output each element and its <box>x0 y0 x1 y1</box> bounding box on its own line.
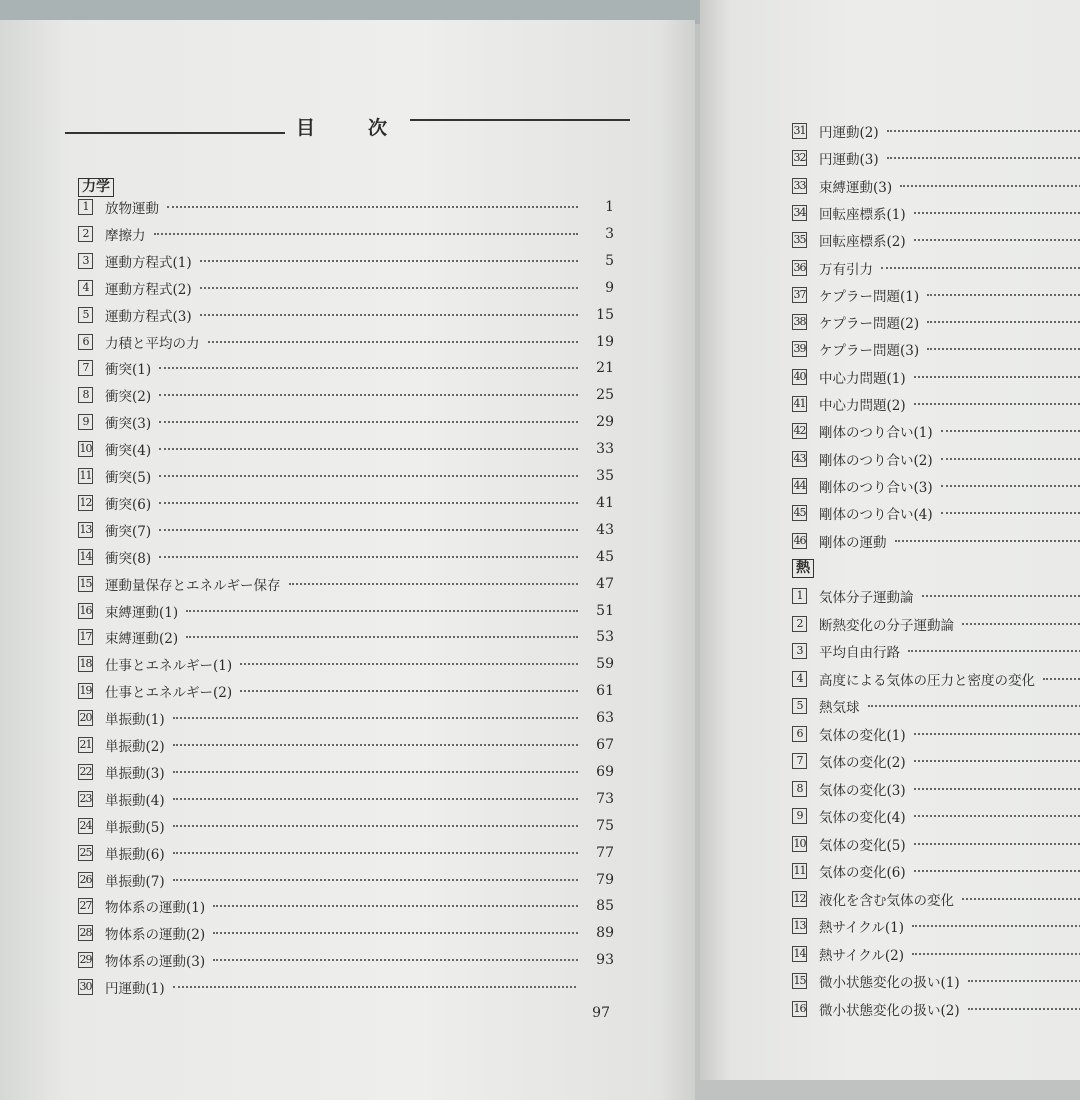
toc-entry <box>78 546 614 568</box>
entry-title: ケプラー問題(3) <box>819 339 919 359</box>
toc-entry <box>78 519 614 541</box>
entry-number-box: 15 <box>78 576 93 592</box>
entry-title: 回転座標系(1) <box>819 203 906 223</box>
leader-dots <box>887 130 1080 132</box>
entry-page: 97 <box>580 1005 610 1021</box>
toc-entry <box>792 833 1080 855</box>
toc-entry <box>792 175 1080 197</box>
entry-number-box: 14 <box>78 549 93 565</box>
entry-title: 熱サイクル(1) <box>819 916 904 936</box>
toc-entry <box>792 530 1080 552</box>
toc-entry <box>792 750 1080 772</box>
leader-dots <box>914 239 1080 241</box>
entry-title: 物体系の運動(1) <box>105 896 205 916</box>
toc-entry <box>792 229 1080 251</box>
entry-title: 単振動(2) <box>105 735 165 755</box>
entry-number-box: 25 <box>78 845 93 861</box>
entry-page: 29 <box>586 414 614 430</box>
entry-number-box: 12 <box>792 891 807 907</box>
entry-title: 単振動(5) <box>105 816 165 836</box>
entry-number-box: 10 <box>78 441 93 457</box>
entry-page: 15 <box>586 307 614 323</box>
entry-title: 運動方程式(1) <box>105 251 192 271</box>
leader-dots <box>213 905 578 907</box>
entry-number-box: 13 <box>792 918 807 934</box>
toc-entry <box>792 778 1080 800</box>
entry-number-box: 1 <box>792 588 807 604</box>
leader-dots <box>159 394 578 396</box>
entry-title: 気体の変化(2) <box>819 751 906 771</box>
entry-page: 59 <box>586 656 614 672</box>
entry-title: 衝突(7) <box>105 520 151 540</box>
toc-entry <box>78 680 614 702</box>
entry-number-box: 46 <box>792 533 807 549</box>
entry-title: 中心力問題(2) <box>819 394 906 414</box>
entry-number-box: 7 <box>78 360 93 376</box>
leader-dots <box>912 953 1080 955</box>
entry-page: 67 <box>586 737 614 753</box>
entry-number-box: 19 <box>78 683 93 699</box>
leader-dots <box>868 705 1080 707</box>
entry-number-box: 16 <box>792 1001 807 1017</box>
entry-title: 円運動(1) <box>105 977 165 997</box>
entry-title: 力積と平均の力 <box>105 332 200 352</box>
leader-dots <box>159 556 578 558</box>
entry-number-box: 39 <box>792 341 807 357</box>
entry-number-box: 4 <box>78 280 93 296</box>
leader-dots <box>914 403 1080 405</box>
leader-dots <box>962 623 1080 625</box>
leader-dots <box>968 980 1080 982</box>
entry-page: 1 <box>586 199 614 215</box>
toc-entry <box>78 815 614 837</box>
toc-entry <box>792 613 1080 635</box>
toc-entry <box>78 331 614 353</box>
toc-entry <box>792 120 1080 142</box>
entry-number-box: 42 <box>792 423 807 439</box>
entry-number-box: 5 <box>78 307 93 323</box>
entry-title: 放物運動 <box>105 197 159 217</box>
leader-dots <box>914 376 1080 378</box>
entry-title: 回転座標系(2) <box>819 230 906 250</box>
entry-number-box: 37 <box>792 287 807 303</box>
leader-dots <box>1043 678 1080 680</box>
leader-dots <box>887 157 1080 159</box>
entry-number-box: 3 <box>78 253 93 269</box>
entry-title: 束縛運動(1) <box>105 601 178 621</box>
entry-title: 平均自由行路 <box>819 641 900 661</box>
toc-entry <box>792 448 1080 470</box>
entry-number-box: 3 <box>792 643 807 659</box>
entry-number-box: 31 <box>792 123 807 139</box>
section-heat: 熱 <box>792 559 814 578</box>
leader-dots <box>173 852 578 854</box>
leader-dots <box>213 959 578 961</box>
leader-dots <box>927 348 1080 350</box>
entry-number-box: 40 <box>792 369 807 385</box>
entry-page: 63 <box>586 710 614 726</box>
entry-title: 束縛運動(3) <box>819 176 892 196</box>
entry-title: 衝突(6) <box>105 493 151 513</box>
entry-title: 単振動(4) <box>105 789 165 809</box>
leader-dots <box>908 650 1080 652</box>
entry-number-box: 9 <box>792 808 807 824</box>
entry-number-box: 41 <box>792 396 807 412</box>
toc-entry <box>78 869 614 891</box>
leader-dots <box>922 595 1080 597</box>
leader-dots <box>968 1008 1080 1010</box>
toc-entry <box>792 147 1080 169</box>
entry-page: 3 <box>586 226 614 242</box>
toc-entry <box>78 465 614 487</box>
entry-number-box: 38 <box>792 314 807 330</box>
entry-title: 衝突(5) <box>105 466 151 486</box>
entry-number-box: 2 <box>792 616 807 632</box>
title-char-2: 次 <box>368 113 387 140</box>
toc-entry <box>792 475 1080 497</box>
entry-title: 衝突(8) <box>105 547 151 567</box>
toc-entry <box>78 304 614 326</box>
toc-entry <box>792 420 1080 442</box>
leader-dots <box>173 986 576 988</box>
entry-page: 5 <box>586 253 614 269</box>
title-char-1: 目 <box>296 113 315 140</box>
leader-dots <box>941 485 1080 487</box>
toc-entry <box>792 860 1080 882</box>
toc-entry <box>792 393 1080 415</box>
entry-number-box: 12 <box>78 495 93 511</box>
entry-number-box: 16 <box>78 603 93 619</box>
entry-number-box: 6 <box>792 726 807 742</box>
entry-number-box: 1 <box>78 199 93 215</box>
leader-dots <box>159 448 578 450</box>
entry-page: 73 <box>586 791 614 807</box>
toc-entry <box>78 734 614 756</box>
toc-entry <box>78 438 614 460</box>
entry-number-box: 29 <box>78 952 93 968</box>
toc-entry <box>792 970 1080 992</box>
entry-title: 気体の変化(4) <box>819 806 906 826</box>
entry-number-box: 27 <box>78 898 93 914</box>
entry-title: 断熱変化の分子運動論 <box>819 614 954 634</box>
leader-dots <box>881 267 1080 269</box>
entry-title: 熱気球 <box>819 696 860 716</box>
entry-title: 気体分子運動論 <box>819 586 914 606</box>
entry-number-box: 26 <box>78 872 93 888</box>
entry-title: 単振動(6) <box>105 843 165 863</box>
entry-title: ケプラー問題(2) <box>819 312 919 332</box>
leader-dots <box>159 421 578 423</box>
leader-dots <box>208 341 579 343</box>
toc-entry <box>78 842 614 864</box>
leader-dots <box>927 294 1080 296</box>
entry-number-box: 8 <box>78 387 93 403</box>
leader-dots <box>914 788 1080 790</box>
entry-number-box: 20 <box>78 710 93 726</box>
entry-page: 41 <box>586 495 614 511</box>
entry-title: 物体系の運動(2) <box>105 923 205 943</box>
entry-page: 75 <box>586 818 614 834</box>
entry-number-box: 30 <box>78 979 93 995</box>
entry-title: 円運動(3) <box>819 148 879 168</box>
toc-entry <box>792 805 1080 827</box>
entry-number-box: 36 <box>792 260 807 276</box>
entry-title: 高度による気体の圧力と密度の変化 <box>819 669 1035 689</box>
leader-dots <box>154 233 579 235</box>
entry-number-box: 6 <box>78 334 93 350</box>
leader-dots <box>962 898 1080 900</box>
entry-page: 89 <box>586 925 614 941</box>
leader-dots <box>914 843 1080 845</box>
entry-number-box: 10 <box>792 836 807 852</box>
toc-entry <box>78 653 614 675</box>
entry-number-box: 5 <box>792 698 807 714</box>
entry-number-box: 28 <box>78 925 93 941</box>
leader-dots <box>159 475 578 477</box>
entry-title: 剛体のつり合い(3) <box>819 476 933 496</box>
toc-entry <box>78 384 614 406</box>
entry-number-box: 8 <box>792 781 807 797</box>
leader-dots <box>941 430 1080 432</box>
leader-dots <box>941 512 1080 514</box>
entry-page: 85 <box>586 898 614 914</box>
entry-number-box: 13 <box>78 522 93 538</box>
leader-dots <box>912 925 1080 927</box>
toc-entry <box>78 976 584 998</box>
leader-dots <box>173 798 578 800</box>
toc-entry <box>792 998 1080 1020</box>
entry-title: 仕事とエネルギー(2) <box>105 681 232 701</box>
leader-dots <box>914 733 1080 735</box>
toc-entry <box>792 668 1080 690</box>
leader-dots <box>200 260 578 262</box>
entry-title: 運動方程式(3) <box>105 305 192 325</box>
toc-entry <box>792 338 1080 360</box>
section-mechanics: 力学 <box>78 178 114 197</box>
leader-dots <box>173 771 578 773</box>
toc-entry <box>78 277 614 299</box>
entry-page: 21 <box>586 360 614 376</box>
entry-title: 仕事とエネルギー(1) <box>105 654 232 674</box>
entry-number-box: 7 <box>792 753 807 769</box>
entry-number-box: 15 <box>792 973 807 989</box>
entry-number-box: 11 <box>78 468 93 484</box>
toc-entry <box>792 311 1080 333</box>
title-rule-left <box>65 132 285 134</box>
leader-dots <box>173 717 578 719</box>
entry-page: 61 <box>586 683 614 699</box>
leader-dots <box>240 690 578 692</box>
entry-title: 剛体のつり合い(1) <box>819 421 933 441</box>
entry-page: 77 <box>586 845 614 861</box>
entry-number-box: 2 <box>78 226 93 242</box>
entry-page: 33 <box>586 441 614 457</box>
toc-entry <box>792 640 1080 662</box>
toc-entry <box>78 492 614 514</box>
leader-dots <box>914 870 1080 872</box>
leader-dots <box>900 185 1080 187</box>
toc-entry <box>792 502 1080 524</box>
entry-title: 単振動(1) <box>105 708 165 728</box>
entry-number-box: 9 <box>78 414 93 430</box>
toc-entry <box>78 411 614 433</box>
leader-dots <box>200 287 578 289</box>
entry-title: 衝突(1) <box>105 358 151 378</box>
entry-number-box: 43 <box>792 451 807 467</box>
entry-title: 熱サイクル(2) <box>819 944 904 964</box>
leader-dots <box>289 583 579 585</box>
entry-page: 51 <box>586 603 614 619</box>
entry-number-box: 18 <box>78 656 93 672</box>
entry-number-box: 17 <box>78 629 93 645</box>
entry-number-box: 44 <box>792 478 807 494</box>
leader-dots <box>159 367 578 369</box>
entry-number-box: 22 <box>78 764 93 780</box>
entry-title: 気体の変化(6) <box>819 861 906 881</box>
entry-number-box: 24 <box>78 818 93 834</box>
entry-page: 43 <box>586 522 614 538</box>
leader-dots <box>941 458 1080 460</box>
entry-title: 剛体のつり合い(2) <box>819 449 933 469</box>
entry-title: 衝突(3) <box>105 412 151 432</box>
entry-page: 9 <box>586 280 614 296</box>
entry-title: 気体の変化(3) <box>819 779 906 799</box>
entry-number-box: 4 <box>792 671 807 687</box>
toc-entry <box>78 600 614 622</box>
toc-entry <box>78 250 614 272</box>
toc-entry <box>78 357 614 379</box>
entry-title: 剛体の運動 <box>819 531 887 551</box>
leader-dots <box>167 206 578 208</box>
entry-title: 衝突(4) <box>105 439 151 459</box>
toc-entry <box>792 695 1080 717</box>
toc-entry <box>792 585 1080 607</box>
leader-dots <box>213 932 578 934</box>
leader-dots <box>159 529 578 531</box>
entry-number-box: 23 <box>78 791 93 807</box>
entry-page: 79 <box>586 872 614 888</box>
toc-entry <box>78 761 614 783</box>
toc-entry <box>78 895 614 917</box>
leader-dots <box>895 540 1080 542</box>
entry-page: 53 <box>586 629 614 645</box>
entry-title: 衝突(2) <box>105 385 151 405</box>
toc-entry <box>792 943 1080 965</box>
leader-dots <box>159 502 578 504</box>
entry-title: 物体系の運動(3) <box>105 950 205 970</box>
toc-entry <box>792 202 1080 224</box>
leader-dots <box>240 663 578 665</box>
entry-page: 69 <box>586 764 614 780</box>
leader-dots <box>173 825 578 827</box>
entry-title: 気体の変化(1) <box>819 724 906 744</box>
entry-title: ケプラー問題(1) <box>819 285 919 305</box>
leader-dots <box>927 321 1080 323</box>
entry-title: 気体の変化(5) <box>819 834 906 854</box>
toc-entry <box>792 257 1080 279</box>
entry-page: 35 <box>586 468 614 484</box>
leader-dots <box>914 815 1080 817</box>
toc-entry <box>78 788 614 810</box>
toc-entry <box>792 366 1080 388</box>
toc-entry <box>78 196 614 218</box>
entry-title: 円運動(2) <box>819 121 879 141</box>
entry-title: 単振動(7) <box>105 870 165 890</box>
toc-entry <box>792 723 1080 745</box>
entry-number-box: 33 <box>792 178 807 194</box>
entry-number-box: 11 <box>792 863 807 879</box>
entry-title: 微小状態変化の扱い(2) <box>819 999 960 1019</box>
leader-dots <box>173 879 578 881</box>
leader-dots <box>173 744 578 746</box>
toc-entry <box>78 949 614 971</box>
leader-dots <box>200 314 578 316</box>
entry-number-box: 35 <box>792 232 807 248</box>
entry-number-box: 34 <box>792 205 807 221</box>
entry-title: 束縛運動(2) <box>105 627 178 647</box>
leader-dots <box>914 212 1080 214</box>
toc-entry <box>78 626 614 648</box>
entry-title: 運動量保存とエネルギー保存 <box>105 574 281 594</box>
toc-entry <box>792 284 1080 306</box>
toc-entry <box>78 922 614 944</box>
entry-page: 25 <box>586 387 614 403</box>
entry-number-box: 32 <box>792 150 807 166</box>
leader-dots <box>186 636 578 638</box>
entry-title: 微小状態変化の扱い(1) <box>819 971 960 991</box>
entry-title: 中心力問題(1) <box>819 367 906 387</box>
toc-entry <box>78 707 614 729</box>
entry-title: 摩擦力 <box>105 224 146 244</box>
entry-page: 19 <box>586 334 614 350</box>
entry-title: 万有引力 <box>819 258 873 278</box>
entry-page: 45 <box>586 549 614 565</box>
leader-dots <box>186 610 578 612</box>
toc-entry <box>792 915 1080 937</box>
entry-page: 93 <box>586 952 614 968</box>
leader-dots <box>914 760 1080 762</box>
entry-title: 液化を含む気体の変化 <box>819 889 954 909</box>
toc-entry <box>792 888 1080 910</box>
toc-entry <box>78 223 614 245</box>
entry-title: 単振動(3) <box>105 762 165 782</box>
title-rule-right <box>410 119 630 121</box>
entry-page: 47 <box>586 576 614 592</box>
toc-entry <box>78 573 614 595</box>
entry-number-box: 45 <box>792 505 807 521</box>
entry-number-box: 21 <box>78 737 93 753</box>
entry-number-box: 14 <box>792 946 807 962</box>
entry-title: 剛体のつり合い(4) <box>819 503 933 523</box>
entry-title: 運動方程式(2) <box>105 278 192 298</box>
